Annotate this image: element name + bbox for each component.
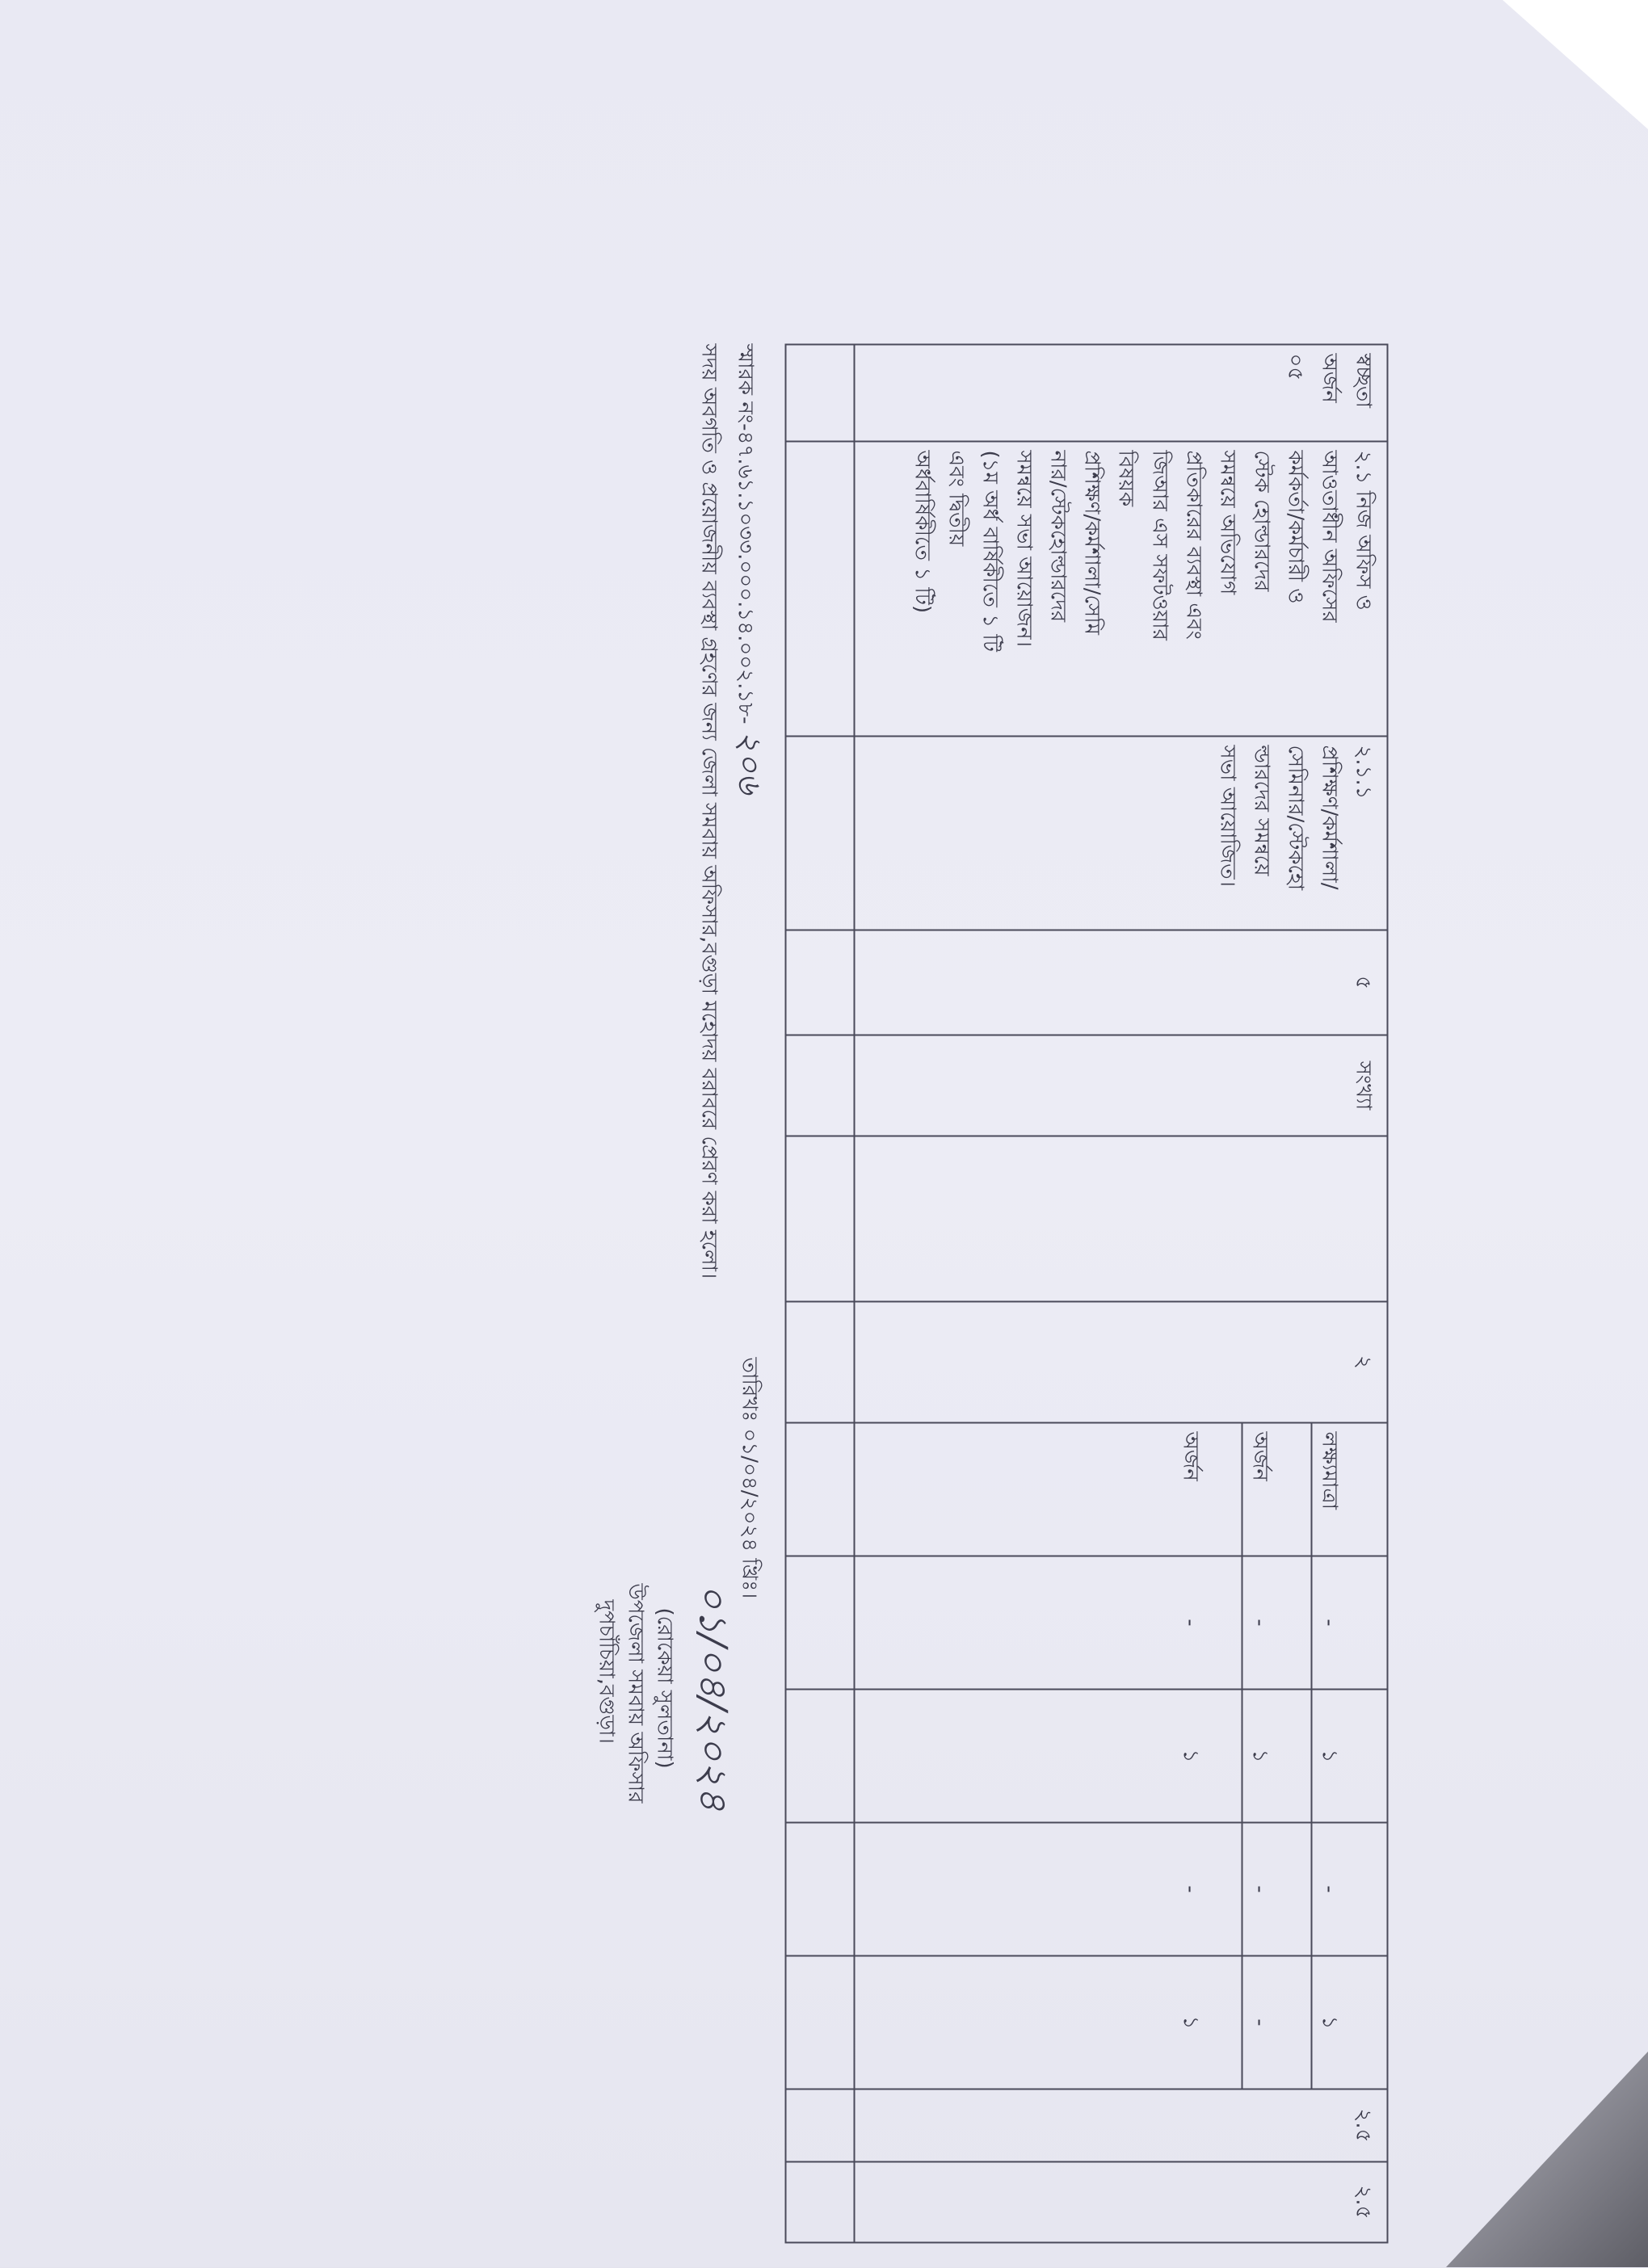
unit-cell: সংখ্যা [855, 1035, 1388, 1136]
q3-target: - [1311, 1824, 1347, 1955]
status-achieved-2: অর্জন [1179, 1432, 1203, 1481]
q3-achieved: - [1242, 1824, 1277, 1955]
score-cell: ২.৫ [855, 2162, 1388, 2243]
q2-target: ১ [1311, 1690, 1347, 1822]
q1-target: - [1311, 1557, 1347, 1689]
rotated-content [1, 1, 1648, 2268]
q1-achieved-2: - [1179, 1619, 1203, 1626]
signatory-office: দুপচাঁচিয়া,বগুড়া। [592, 1600, 621, 1744]
signatory-name: (রোকেয়া সুলতানা) [650, 1608, 679, 1769]
q3-cell [855, 1823, 1388, 1956]
memo-number-text: স্মারক নং-৪৭.৬১.১০৩৩.০০০.১৪.০০২.১৮- [734, 344, 758, 724]
q3-achieved-2: - [1179, 1885, 1203, 1892]
memo-date: তারিখঃ ০১/০৪/২০২৪ খ্রিঃ। [735, 1358, 764, 1599]
q1-cell [855, 1556, 1388, 1690]
q1-achieved: - [1242, 1557, 1277, 1689]
total-cell: ২.৫ [855, 2090, 1388, 2162]
memo-handwritten-number: ২০৬ [731, 731, 768, 794]
indicator-cell: ২.১.১ প্রশিক্ষণ/কর্মশালা/ সেমিনার/স্টেকহো ল্ডারদের সমন্বয়ে সভা আয়োজিত। [855, 737, 1388, 930]
signatory-title: উপজেলা সমবায় অফিসার [621, 1584, 650, 1804]
status-target: লক্ষ্যমাত্রা [1311, 1424, 1347, 1556]
signature-handwritten-date: ০১/০৪/২০২৪ [699, 1584, 728, 1812]
activity-cell: ২.১ নিজ অফিস ও আওতাধীন অফিসের কর্মকর্তা/কর্মচারী ও স্টেক হোল্ডারদের সমন্বয়ে অভিযোগ প্রতিকারের ব্যবস্থা এবং জিআর এস সফটওয়ার বিষয়ক প্রশিক্ষণ/কর্মশালা/সেমি নার/স্টেকহোল্ডারদের সমন্বয়ে সভা আয়োজন। (১ম অর্ধ বার্ষিকীতে ১ টি এবং দ্বিতীয় অর্ধবার্ষিকীতে ১ টি) [855, 442, 1388, 737]
status-cell [855, 1423, 1388, 1556]
blank-cell [855, 1136, 1388, 1302]
q2-achieved-2: ১ [1179, 1749, 1203, 1763]
forward-text: সদয় অবগতি ও প্রয়োজনীয় ব্যবস্থা গ্রহণের জন্য জেলা সমবায় অফিসার,বগুড়া মহোদয় বরাবরে প্রেরণ করা হলো। [695, 344, 724, 1279]
apa-progress-table [785, 344, 1389, 2244]
q4-cell [855, 1956, 1388, 2090]
q2-achieved: ১ [1242, 1690, 1277, 1822]
q4-achieved-2: ১ [1179, 2016, 1203, 2030]
status-achieved: অর্জন [1242, 1424, 1277, 1556]
target-cell: ২ [855, 1302, 1388, 1423]
q4-target: ১ [1311, 1957, 1347, 2089]
memo-line [731, 344, 764, 794]
table-row-empty [786, 345, 855, 2243]
weight-cell: ৫ [855, 930, 1388, 1035]
area-cell: স্বচ্ছতা অর্জন ০৫ [855, 345, 1388, 442]
q4-achieved: - [1242, 1957, 1277, 2089]
q2-cell [855, 1690, 1388, 1823]
table-row [855, 345, 1388, 2243]
